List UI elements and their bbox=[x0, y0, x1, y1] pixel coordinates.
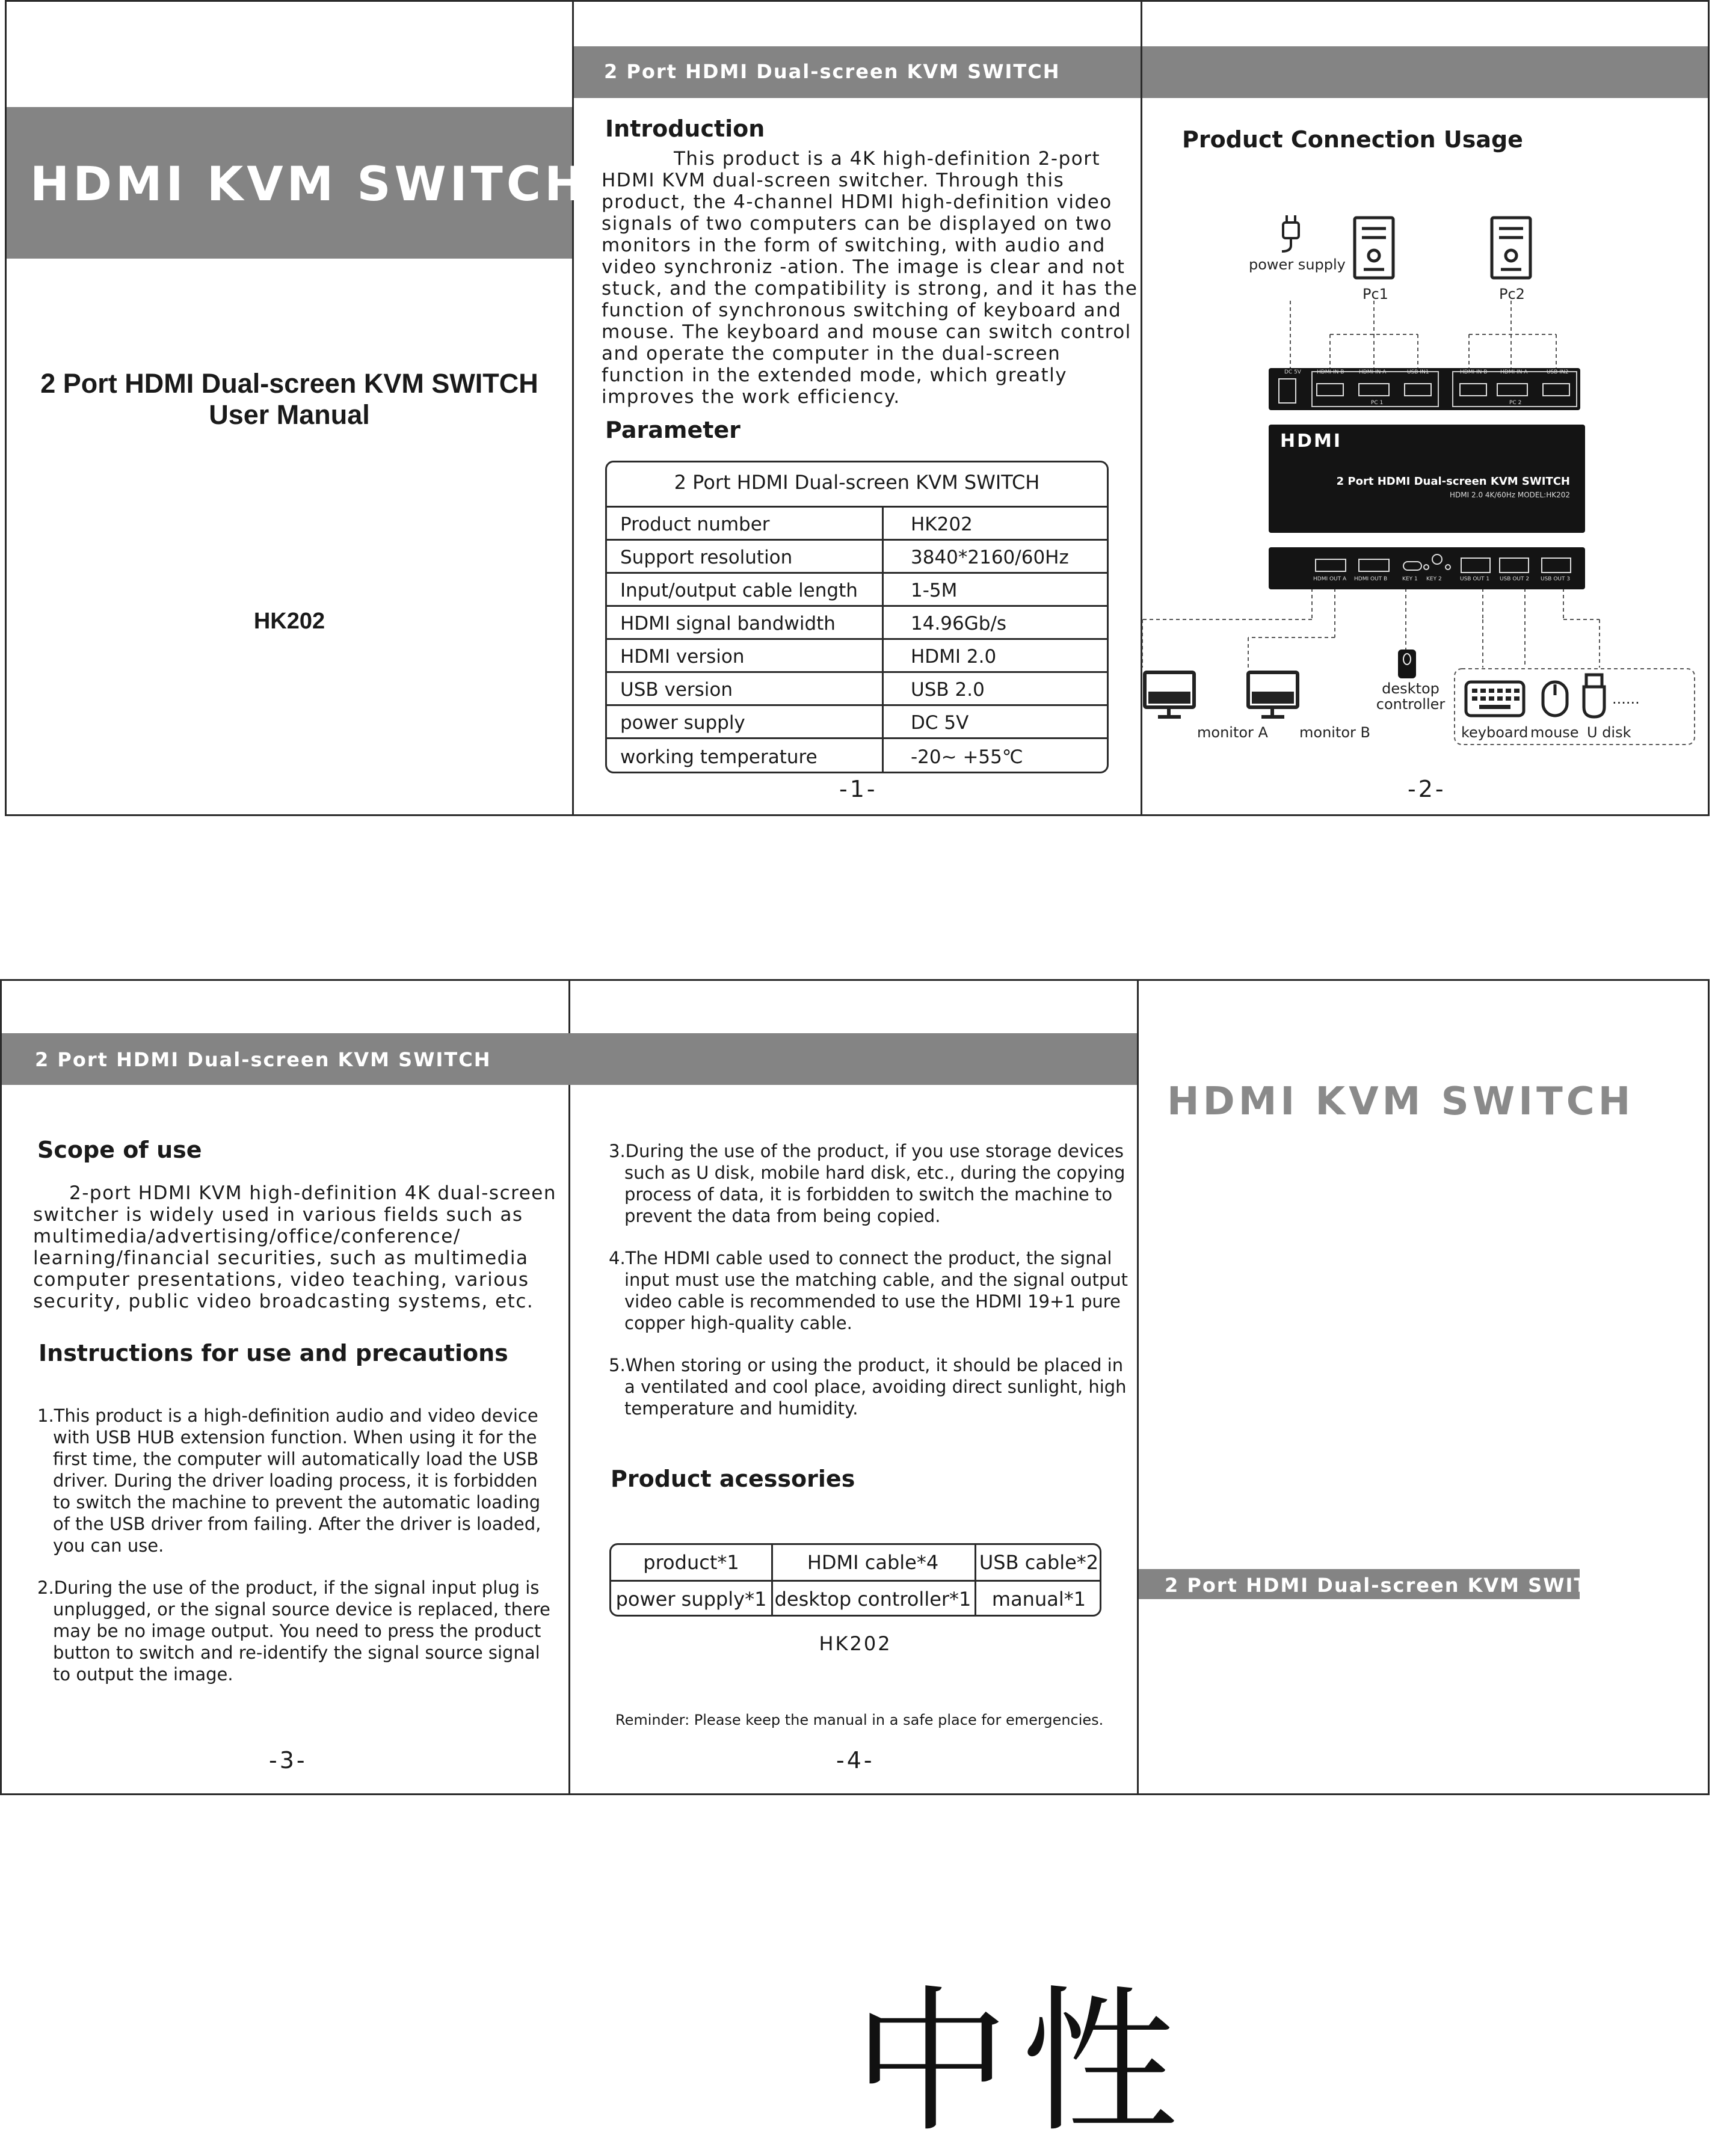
connection-diagram bbox=[1142, 180, 1708, 758]
table-row bbox=[607, 539, 1107, 574]
intro-heading: Introduction bbox=[605, 115, 765, 142]
front-port-label: HDMI OUT A bbox=[1313, 576, 1347, 582]
param-value: 14.96Gb/s bbox=[911, 612, 1007, 634]
instructions-list bbox=[37, 1405, 555, 1706]
power-supply-label: power supply bbox=[1249, 256, 1346, 273]
front-port-label: HDMI OUT B bbox=[1354, 576, 1388, 582]
instruction-item: 3.During the use of the product, if you use storage devices such as U disk, mobile hard disk, etc., during the copying process of data, it is forbidden to switch the machine to prevent the data from being copied. bbox=[609, 1141, 1125, 1226]
accessory-cell: USB cable*2 bbox=[979, 1551, 1099, 1574]
param-key: Support resolution bbox=[607, 541, 884, 574]
pc1-label: Pc1 bbox=[1363, 286, 1388, 303]
accessory-cell: desktop controller*1 bbox=[774, 1588, 971, 1611]
table-row bbox=[607, 605, 1107, 640]
param-key: HDMI signal bandwidth bbox=[607, 607, 884, 640]
front-port-label: KEY 1 bbox=[1402, 576, 1418, 582]
accessory-cell: HDMI cable*4 bbox=[807, 1551, 939, 1574]
keyboard-icon bbox=[1466, 682, 1524, 716]
param-key: power supply bbox=[607, 706, 884, 739]
u-disk-label: U disk bbox=[1587, 724, 1631, 741]
accessories-model: HK202 bbox=[819, 1632, 892, 1655]
device-name: 2 Port HDMI Dual-screen KVM SWITCH bbox=[1336, 475, 1570, 488]
table-row bbox=[607, 737, 1107, 773]
pc1-group-label: PC 1 bbox=[1371, 400, 1384, 406]
scope-banner-text: 2 Port HDMI Dual-screen KVM SWITCH bbox=[35, 1048, 491, 1071]
desktop-controller-label: desktop controller bbox=[1376, 680, 1446, 713]
parameter-table-title: 2 Port HDMI Dual-screen KVM SWITCH bbox=[674, 471, 1040, 494]
page-number: -1- bbox=[839, 776, 878, 802]
table-row bbox=[607, 671, 1107, 706]
page-number: -2- bbox=[1408, 776, 1446, 802]
u-disk-icon bbox=[1584, 675, 1604, 717]
intro-banner-text: 2 Port HDMI Dual-screen KVM SWITCH bbox=[604, 60, 1061, 83]
param-key: Product number bbox=[607, 508, 884, 541]
rear-port-label: USB IN1 bbox=[1407, 369, 1429, 375]
param-key: working temperature bbox=[607, 739, 884, 773]
back-cover-logo: HDMI KVM SWITCH bbox=[1167, 1080, 1634, 1124]
param-value: HK202 bbox=[911, 513, 973, 535]
mouse-label: mouse bbox=[1530, 724, 1579, 741]
param-key: HDMI version bbox=[607, 640, 884, 673]
manual-title-line1: 2 Port HDMI Dual-screen KVM SWITCH bbox=[40, 368, 538, 399]
param-value: HDMI 2.0 bbox=[911, 645, 997, 668]
instruction-item: 4.The HDMI cable used to connect the product, the signal input must use the matching cable, and the signal output video cable is recommended to use the HDMI 19+1 pure copper high-quality cable. bbox=[609, 1248, 1128, 1333]
pc2-label: Pc2 bbox=[1499, 286, 1525, 303]
front-port-label: USB OUT 2 bbox=[1500, 576, 1530, 582]
accessory-cell: manual*1 bbox=[991, 1588, 1086, 1611]
instructions-list-continued bbox=[609, 1140, 1132, 1440]
cover-model: HK202 bbox=[253, 609, 325, 634]
page-number: -4- bbox=[836, 1747, 875, 1774]
table-row bbox=[607, 704, 1107, 739]
rear-port-label: USB IN2 bbox=[1547, 369, 1569, 375]
param-key: Input/output cable length bbox=[607, 574, 884, 607]
accessory-cell: power supply*1 bbox=[615, 1588, 767, 1611]
monitor-a-icon bbox=[1145, 672, 1194, 717]
param-value: 1-5M bbox=[911, 579, 958, 601]
front-port-label: USB OUT 3 bbox=[1541, 576, 1571, 582]
monitor-b-label: monitor B bbox=[1299, 724, 1370, 741]
power-plug-icon bbox=[1282, 215, 1299, 251]
instruction-item: 1.This product is a high-definition audio and video device with USB HUB extension function. When using it for the first time, the computer will automatically load the USB driver. During the driver loading process, it is forbidden to switch the machine to prevent the automatic loading of the USB driver from failing. After the driver is loaded, you can use. bbox=[37, 1405, 541, 1556]
monitor-a-label: monitor A bbox=[1197, 724, 1268, 741]
desktop-controller-icon bbox=[1398, 650, 1416, 678]
device-brand: HDMI bbox=[1280, 431, 1343, 452]
rear-port-label: HDMI IN A bbox=[1359, 369, 1387, 375]
instruction-item: 2.During the use of the product, if the signal input plug is unplugged, or the signal source device is replaced, there may be no image output. You need to press the product button to switch and re-identify the signal source signal to output the image. bbox=[37, 1577, 550, 1685]
front-port-label: USB OUT 1 bbox=[1460, 576, 1490, 582]
scope-text: 2-port HDMI KVM high-definition 4K dual-screen switcher is widely used in various fields such as multimedia/advertising/office/conference/ learning/financial securities, such as multimedia computer presentations, video teaching, various security, public video broadcasting systems, etc. bbox=[33, 1182, 556, 1312]
param-value: -20~ +55℃ bbox=[911, 746, 1023, 768]
parameter-heading: Parameter bbox=[605, 417, 741, 443]
front-port-labels bbox=[1269, 576, 1585, 588]
pc2-group-label: PC 2 bbox=[1509, 400, 1522, 406]
front-port-label: KEY 2 bbox=[1426, 576, 1442, 582]
cover-logo: HDMI KVM SWITCH bbox=[30, 158, 588, 212]
more-devices-ellipsis: ...... bbox=[1612, 690, 1640, 707]
pc2-tower-icon bbox=[1492, 218, 1530, 278]
accessories-heading: Product acessories bbox=[611, 1466, 855, 1492]
pc1-tower-icon bbox=[1355, 218, 1393, 278]
scope-heading: Scope of use bbox=[37, 1137, 202, 1163]
instructions-heading: Instructions for use and precautions bbox=[38, 1340, 508, 1366]
rear-port-labels bbox=[1269, 369, 1580, 406]
rear-port-label: DC 5V bbox=[1284, 369, 1301, 375]
rear-port-label: HDMI IN B bbox=[1460, 369, 1488, 375]
param-value: USB 2.0 bbox=[911, 678, 985, 701]
page-number: -3- bbox=[269, 1747, 307, 1774]
accessories-table bbox=[609, 1543, 1101, 1617]
intro-text: This product is a 4K high-definition 2-port HDMI KVM dual-screen switcher. Through this product, the 4-channel HDMI high-definition video signals of two computers can be displayed on two monitors in the form of switching, with audio and video synchroniz -ation. The image is clear and not stuck, and the compatibility is strong, and it has the function of synchronous switching of keyboard and mouse. The keyboard and mouse can switch control and operate the computer in the dual-screen function in the extended mode, which greatly improves the work efficiency. bbox=[602, 148, 1138, 408]
neutral-mark: 中性 bbox=[853, 1972, 1190, 2154]
keyboard-label: keyboard bbox=[1461, 724, 1529, 741]
instruction-item: 5.When storing or using the product, it should be placed in a ventilated and cool place, avoiding direct sunlight, high temperature and humidity. bbox=[609, 1355, 1127, 1419]
accessory-cell: product*1 bbox=[643, 1551, 739, 1574]
device-spec: HDMI 2.0 4K/60Hz MODEL:HK202 bbox=[1450, 491, 1570, 499]
monitor-b-icon bbox=[1248, 672, 1298, 717]
rear-port-label: HDMI IN B bbox=[1317, 369, 1344, 375]
mouse-icon bbox=[1543, 682, 1567, 716]
back-cover-banner-text: 2 Port HDMI Dual-screen KVM SWITCH bbox=[1165, 1574, 1621, 1597]
param-value: 3840*2160/60Hz bbox=[911, 546, 1069, 568]
table-row bbox=[607, 638, 1107, 673]
manual-title bbox=[7, 368, 572, 431]
connection-heading: Product Connection Usage bbox=[1182, 126, 1523, 153]
manual-title-line2: User Manual bbox=[209, 399, 370, 430]
rear-port-label: HDMI IN A bbox=[1500, 369, 1528, 375]
parameter-table bbox=[605, 461, 1109, 773]
param-key: USB version bbox=[607, 673, 884, 706]
param-value: DC 5V bbox=[911, 711, 969, 734]
table-row bbox=[607, 572, 1107, 607]
connection-banner bbox=[1142, 46, 1708, 98]
reminder-text: Reminder: Please keep the manual in a safe place for emergencies. bbox=[615, 1712, 1104, 1728]
table-row bbox=[607, 506, 1107, 541]
